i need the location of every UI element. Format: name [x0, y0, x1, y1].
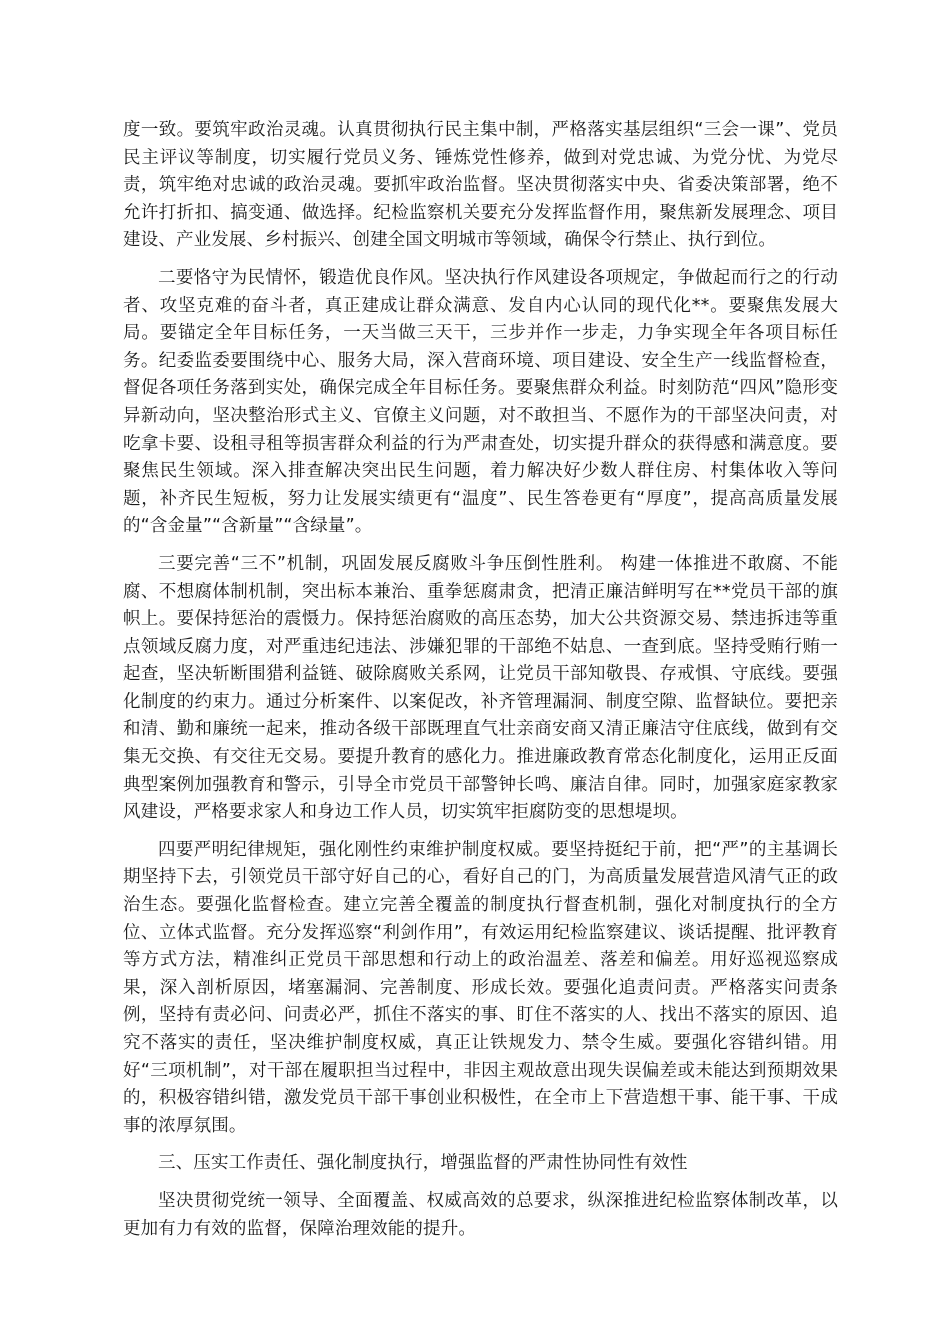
paragraph-closing: 坚决贯彻党统一领导、全面覆盖、权威高效的总要求，纵深推进纪检监察体制改革，以更加有力有效的监督，保障治理效能的提升。	[123, 1190, 838, 1239]
section-heading: 三、压实工作责任、强化制度执行，增强监督的严肃性协同性有效性	[158, 1153, 688, 1174]
paragraph-section-two: 二要恪守为民情怀，锻造优良作风。坚决执行作风建设各项规定，争做起而行之的行动者、攻坚克难的奋斗者，真正建成让群众满意、发自内心认同的现代化**。要聚焦发展大局。要锚定全年目标任务，一天当做三天干，三步并作一步走，力争实现全年各项目标任务。纪委监委要围绕中心、服务大局，深入营商环境、项目建设、安全生产一线监督检查，督促各项任务落到实处，确保完成全年目标任务。要聚焦群众利益。时刻防范“四风”隐形变异新动向，坚决整治形式主义、官僚主义问题，对不敢担当、不愿作为的干部坚决问责，对吃拿卡要、设租寻租等损害群众利益的行为严肃查处，切实提升群众的获得感和满意度。要聚焦民生领域。深入排查解决突出民生问题，着力解决好少数人群住房、村集体收入等问题，补齐民生短板，努力让发展实绩更有“温度”、民生答卷更有“厚度”，提高高质量发展的“含金量”“含新量”“含绿量”。	[123, 267, 838, 537]
document-page	[123, 117, 838, 1253]
paragraph-continuation: 度一致。要筑牢政治灵魂。认真贯彻执行民主集中制，严格落实基层组织“三会一课”、党员民主评议等制度，切实履行党员义务、锤炼党性修养，做到对党忠诚、为党分忧、为党尽责，筑牢绝对忠诚的政治灵魂。要抓牢政治监督。坚决贯彻落实中央、省委决策部署，绝不允许打折扣、搞变通、做选择。纪检监察机关要充分发挥监督作用，聚焦新发展理念、项目建设、产业发展、乡村振兴、创建全国文明城市等领域，确保令行禁止、执行到位。	[123, 120, 838, 251]
paragraph-section-three: 三要完善“三不”机制，巩固发展反腐败斗争压倒性胜利。 构建一体推进不敢腐、不能腐、不想腐体制机制，突出标本兼治、重拳惩腐肃贪，把清正廉洁鲜明写在**党员干部的旗帜上。要保持惩治的震慑力。保持惩治腐败的高压态势，加大公共资源交易、禁违拆违等重点领域反腐力度，对严重违纪违法、涉嫌犯罪的干部绝不姑息、一查到底。坚持受贿行贿一起查，坚决斩断围猎利益链、破除腐败关系网，让党员干部知敬畏、存戒惧、守底线。要强化制度的约束力。通过分析案件、以案促改，补齐管理漏洞、制度空隙、监督缺位。要把亲和清、勤和廉统一起来，推动各级干部既理直气壮亲商安商又清正廉洁守住底线，做到有交集无交换、有交往无交易。要提升教育的感化力。推进廉政教育常态化制度化，运用正反面典型案例加强教育和警示，引导全市党员干部警钟长鸣、廉洁自律。同时，加强家庭家教家风建设，严格要求家人和身边工作人员，切实筑牢拒腐防变的思想堤坝。	[123, 553, 838, 823]
paragraph-section-four: 四要严明纪律规矩，强化刚性约束维护制度权威。要坚持挺纪于前，把“严”的主基调长期坚持下去，引领党员干部守好自己的心，看好自己的门，为高质量发展营造风清气正的政治生态。要强化监督检查。建立完善全覆盖的制度执行督查机制，强化对制度执行的全方位、立体式监督。充分发挥巡察“利剑作用”，有效运用纪检监察建议、谈话提醒、批评教育等方式方法，精准纠正党员干部思想和行动上的政治温差、落差和偏差。用好巡视巡察成果，深入剖析原因，堵塞漏洞、完善制度、形成长效。要强化追责问责。严格落实问责条例，坚持有责必问、问责必严，抓住不落实的事、盯住不落实的人、找出不落实的原因、追究不落实的责任，坚决维护制度权威，真正让铁规发力、禁令生威。要强化容错纠错。用好“三项机制”，对干部在履职担当过程中，非因主观故意出现失误偏差或未能达到预期效果的，积极容错纠错，激发党员干部干事创业积极性，在全市上下营造想干事、能干事、干成事的浓厚氛围。	[123, 839, 838, 1136]
